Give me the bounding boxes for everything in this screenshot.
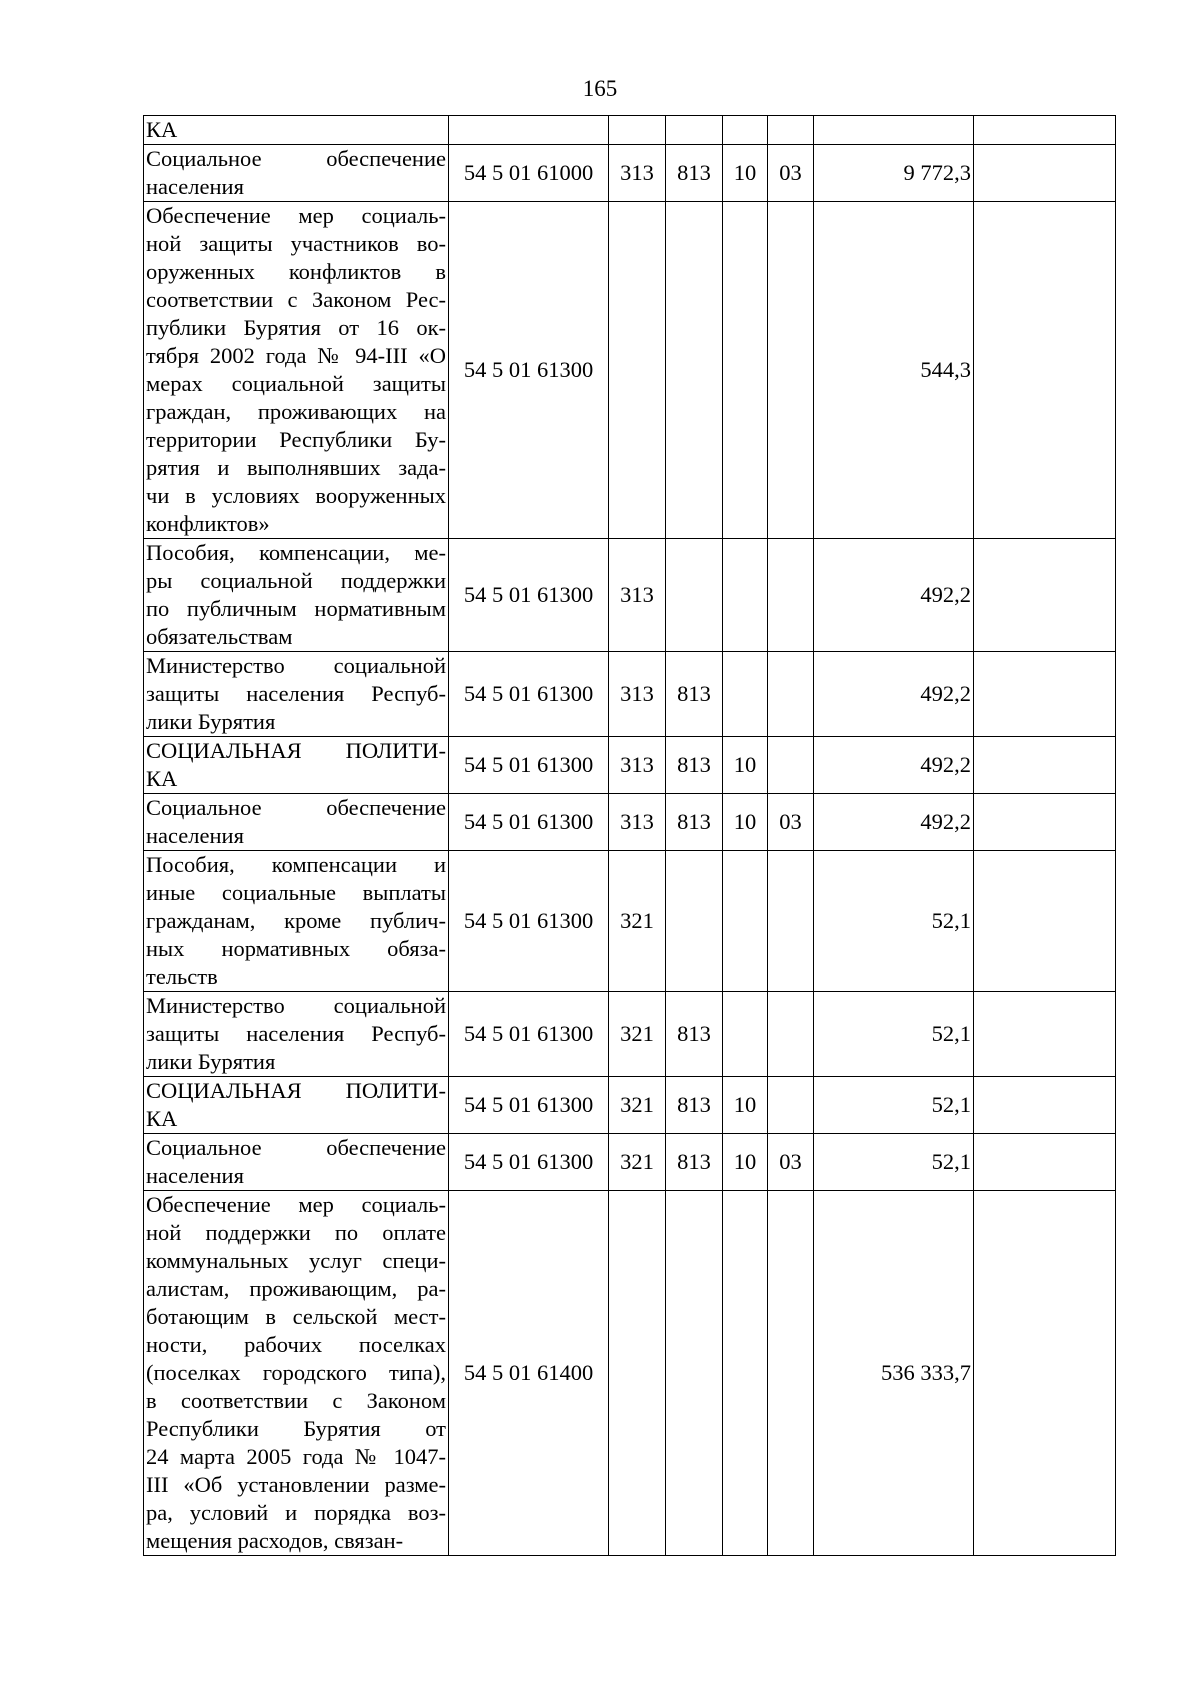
expense-type-cell: 313 [609, 652, 666, 737]
item-name-cell [144, 652, 449, 737]
item-name-line: Министерство социальной [146, 653, 446, 678]
item-name-line: мещения расходов, связан- [146, 1528, 404, 1553]
item-name-line: лики Бурятия [146, 1049, 276, 1074]
amount-cell: 492,2 [814, 539, 974, 652]
target-code-cell: 54 5 01 61300 [449, 652, 609, 737]
amount-cell: 492,2 [814, 794, 974, 851]
section-cell: 10 [723, 1077, 768, 1134]
item-name-line: гражданам, кроме публич- [146, 908, 446, 933]
subsection-cell: 03 [768, 145, 814, 202]
department-cell [666, 1191, 723, 1556]
item-name-line: рятия и выполнявших зада- [146, 455, 446, 480]
item-name-line: Обеспечение мер социаль- [146, 1192, 446, 1217]
subsection-cell [768, 652, 814, 737]
item-name-line: чи в условиях вооруженных [146, 483, 446, 508]
amount-cell: 52,1 [814, 1077, 974, 1134]
extra-cell [974, 652, 1116, 737]
item-name-line: алистам, проживающим, ра- [146, 1276, 446, 1301]
section-cell [723, 652, 768, 737]
extra-cell [974, 145, 1116, 202]
item-name-line: конфликтов» [146, 511, 270, 536]
extra-cell [974, 737, 1116, 794]
expense-type-cell: 321 [609, 1134, 666, 1191]
target-code-cell: 54 5 01 61300 [449, 737, 609, 794]
section-cell [723, 851, 768, 992]
amount-cell: 52,1 [814, 1134, 974, 1191]
item-name-line: КА [146, 1106, 178, 1131]
item-name-line: мерах социальной защиты [146, 371, 446, 396]
table-row [144, 652, 1116, 737]
item-name-line: СОЦИАЛЬНАЯ ПОЛИТИ- [146, 738, 446, 763]
expense-type-cell: 321 [609, 1077, 666, 1134]
target-code-cell: 54 5 01 61300 [449, 202, 609, 539]
extra-cell [974, 1134, 1116, 1191]
table-row [144, 794, 1116, 851]
item-name-line: населения [146, 823, 244, 848]
section-cell [723, 116, 768, 145]
item-name-line: публики Бурятия от 16 ок- [146, 315, 446, 340]
extra-cell [974, 539, 1116, 652]
extra-cell [974, 992, 1116, 1077]
department-cell: 813 [666, 1134, 723, 1191]
page-number: 165 [582, 76, 618, 101]
item-name-line: КА [146, 117, 178, 142]
item-name-cell [144, 145, 449, 202]
item-name-line: Обеспечение мер социаль- [146, 203, 446, 228]
item-name-line: ных нормативных обяза- [146, 936, 446, 961]
section-cell [723, 539, 768, 652]
expense-type-cell: 321 [609, 851, 666, 992]
table-row [144, 539, 1116, 652]
extra-cell [974, 116, 1116, 145]
section-cell: 10 [723, 145, 768, 202]
subsection-cell [768, 737, 814, 794]
subsection-cell [768, 1077, 814, 1134]
extra-cell [974, 851, 1116, 992]
item-name-line: ной поддержки по оплате [146, 1220, 446, 1245]
item-name-line: населения [146, 1163, 244, 1188]
target-code-cell: 54 5 01 61300 [449, 539, 609, 652]
target-code-cell: 54 5 01 61300 [449, 992, 609, 1077]
item-name-line: тельств [146, 964, 218, 989]
item-name-line: в соответствии с Законом [146, 1388, 446, 1413]
item-name-line: защиты населения Респуб- [146, 681, 446, 706]
expense-type-cell: 313 [609, 737, 666, 794]
expense-type-cell: 313 [609, 145, 666, 202]
item-name-line: Республики Бурятия от [146, 1416, 446, 1441]
item-name-line: коммунальных услуг специ- [146, 1248, 446, 1273]
department-cell: 813 [666, 145, 723, 202]
expense-type-cell [609, 116, 666, 145]
item-name-line: территории Республики Бу- [146, 427, 446, 452]
table-row [144, 202, 1116, 539]
amount-cell: 492,2 [814, 737, 974, 794]
item-name-line: лики Бурятия [146, 709, 276, 734]
table-row [144, 851, 1116, 992]
item-name-line: Пособия, компенсации, ме- [146, 540, 446, 565]
item-name-line: иные социальные выплаты [146, 880, 446, 905]
target-code-cell [449, 116, 609, 145]
department-cell [666, 202, 723, 539]
expense-type-cell [609, 1191, 666, 1556]
table-row [144, 1134, 1116, 1191]
table-row [144, 737, 1116, 794]
item-name-line: ра, условий и порядка воз- [146, 1500, 446, 1525]
subsection-cell [768, 116, 814, 145]
extra-cell [974, 202, 1116, 539]
item-name-line: защиты населения Респуб- [146, 1021, 446, 1046]
item-name-line: Социальное обеспечение [146, 146, 446, 171]
item-name-cell [144, 202, 449, 539]
extra-cell [974, 794, 1116, 851]
item-name-cell [144, 116, 449, 145]
item-name-cell [144, 1134, 449, 1191]
item-name-cell [144, 539, 449, 652]
item-name-line: по публичным нормативным [146, 596, 446, 621]
item-name-cell [144, 992, 449, 1077]
amount-cell: 492,2 [814, 652, 974, 737]
target-code-cell: 54 5 01 61000 [449, 145, 609, 202]
subsection-cell [768, 1191, 814, 1556]
item-name-cell [144, 737, 449, 794]
amount-cell: 52,1 [814, 851, 974, 992]
item-name-line: соответствии с Законом Рес- [146, 287, 446, 312]
department-cell: 813 [666, 794, 723, 851]
section-cell: 10 [723, 1134, 768, 1191]
item-name-cell [144, 794, 449, 851]
target-code-cell: 54 5 01 61300 [449, 1077, 609, 1134]
table-row [144, 992, 1116, 1077]
item-name-cell [144, 1191, 449, 1556]
amount-cell: 52,1 [814, 992, 974, 1077]
subsection-cell [768, 851, 814, 992]
expense-type-cell [609, 202, 666, 539]
target-code-cell: 54 5 01 61400 [449, 1191, 609, 1556]
item-name-cell [144, 851, 449, 992]
item-name-line: КА [146, 766, 178, 791]
item-name-line: ной защиты участников во- [146, 231, 446, 256]
item-name-line: 24 марта 2005 года № 1047- [146, 1444, 446, 1469]
item-name-line: граждан, проживающих на [146, 399, 446, 424]
item-name-line: Пособия, компенсации и [146, 852, 446, 877]
department-cell: 813 [666, 992, 723, 1077]
table-body [144, 116, 1116, 1556]
section-cell: 10 [723, 794, 768, 851]
section-cell [723, 1191, 768, 1556]
amount-cell: 544,3 [814, 202, 974, 539]
item-name-line: Министерство социальной [146, 993, 446, 1018]
subsection-cell: 03 [768, 794, 814, 851]
table-row [144, 1191, 1116, 1556]
item-name-line: Социальное обеспечение [146, 1135, 446, 1160]
expense-type-cell: 313 [609, 794, 666, 851]
department-cell: 813 [666, 652, 723, 737]
item-name-line: (поселках городского типа), [146, 1360, 446, 1385]
amount-cell: 536 333,7 [814, 1191, 974, 1556]
item-name-line: обязательствам [146, 624, 293, 649]
section-cell [723, 202, 768, 539]
item-name-line: Социальное обеспечение [146, 795, 446, 820]
target-code-cell: 54 5 01 61300 [449, 1134, 609, 1191]
amount-cell [814, 116, 974, 145]
expense-type-cell: 313 [609, 539, 666, 652]
item-name-line: СОЦИАЛЬНАЯ ПОЛИТИ- [146, 1078, 446, 1103]
subsection-cell: 03 [768, 1134, 814, 1191]
section-cell: 10 [723, 737, 768, 794]
item-name-line: ности, рабочих поселках [146, 1332, 446, 1357]
subsection-cell [768, 992, 814, 1077]
item-name-line: ботающим в сельской мест- [146, 1304, 446, 1329]
item-name-line: населения [146, 174, 244, 199]
item-name-line: III «Об установлении разме- [146, 1472, 446, 1497]
department-cell [666, 116, 723, 145]
department-cell [666, 539, 723, 652]
item-name-line: ры социальной поддержки [146, 568, 446, 593]
table-row [144, 116, 1116, 145]
table-row [144, 1077, 1116, 1134]
expense-type-cell: 321 [609, 992, 666, 1077]
subsection-cell [768, 539, 814, 652]
item-name-cell [144, 1077, 449, 1134]
department-cell [666, 851, 723, 992]
table-row [144, 145, 1116, 202]
department-cell: 813 [666, 1077, 723, 1134]
amount-cell: 9 772,3 [814, 145, 974, 202]
budget-table [143, 115, 1116, 1556]
extra-cell [974, 1077, 1116, 1134]
item-name-line: тября 2002 года № 94-III «О [146, 343, 446, 368]
extra-cell [974, 1191, 1116, 1556]
item-name-line: оруженных конфликтов в [146, 259, 446, 284]
department-cell: 813 [666, 737, 723, 794]
section-cell [723, 992, 768, 1077]
subsection-cell [768, 202, 814, 539]
target-code-cell: 54 5 01 61300 [449, 851, 609, 992]
target-code-cell: 54 5 01 61300 [449, 794, 609, 851]
